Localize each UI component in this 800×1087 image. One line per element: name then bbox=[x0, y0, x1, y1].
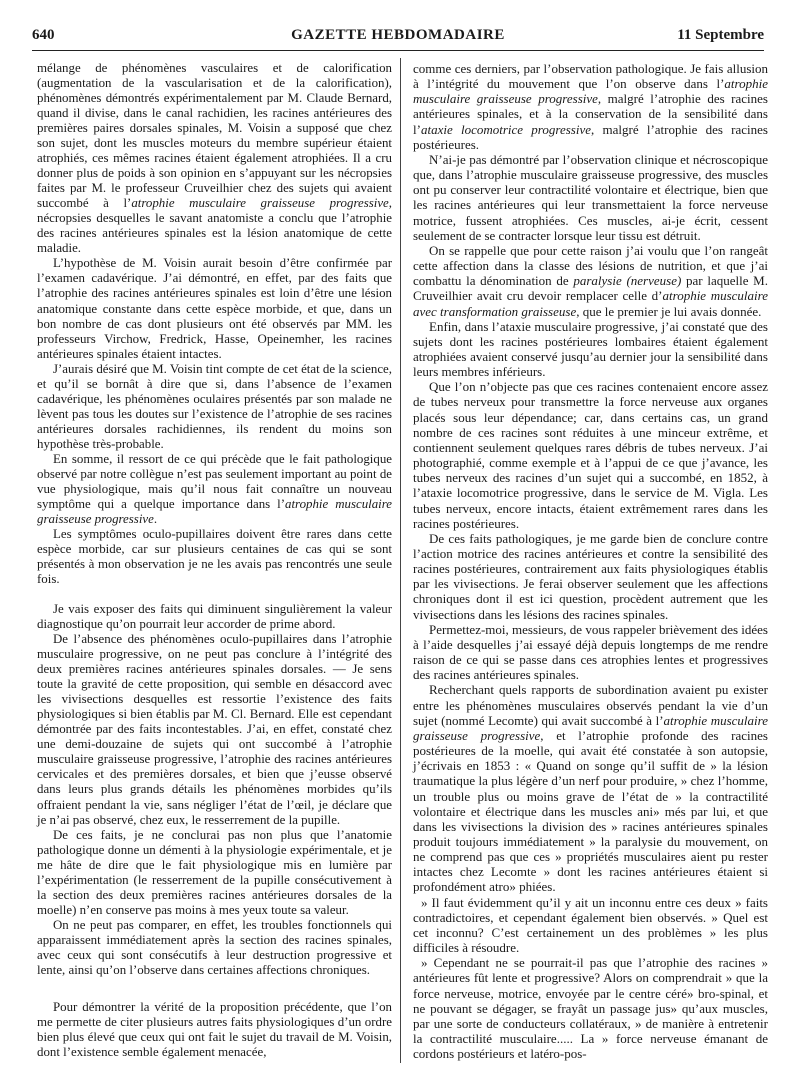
paragraph: De l’absence des phénomènes oculo-pupillaires dans l’atrophie musculaire progressive, on ne peut pas conclure à l’intégrité des deux premières racines antérieures spinales dorsales. — Je sens toute la gravité de cette proposition, qui semble en désaccord avec les vivisections desquelles est ressortie l’existence des faits physiologiques si bien établis par M. Cl. Bernard. Elle est cependant démontrée par des faits incontestables. J’ai, en effet, constaté chez une demi-douzaine de sujets qui ont succombé à l’atrophie musculaire graisseuse progressive, l’atrophie des racines antérieures cervicales et des premières dorsales, et bien que j’eusse observé dans leurs plus grands détails les phénomènes morbides qu’ils offraient pendant la vie, sans négliger l’état de l’œil, je déclare que je n’ai pas observé, chez eux, le resserrement de la pupille. bbox=[37, 632, 392, 827]
paragraph: Les symptômes oculo-pupillaires doivent être rares dans cette espèce morbide, car sur plusieurs centaines de cas qui se sont présentés à mon observation je ne les avais pas rencontrés une seule fois. bbox=[37, 526, 392, 587]
paragraph: N’ai-je pas démontré par l’observation clinique et nécroscopique que, dans l’atrophie musculaire graisseuse progressive, des muscles ont pu conserver leur contractilité volontaire et électrique, bien que les racines antérieures qui leur transmettaient la force nerveuse motrice, fussent atrophiées. Ces muscles, ai-je écrit, cessent seulement de se contracter lorsque leur tissu est détruit. bbox=[413, 151, 768, 243]
journal-title: GAZETTE HEBDOMADAIRE bbox=[291, 27, 505, 43]
quoted-paragraph: » Cependant ne se pourrait-il pas que l’atrophie des racines » antérieures fût lente et progressive? Alors on comprendrait » que la force nerveuse, motrice, envoyée par le centre céré» bro-spinal, et ne pouvant se dégager, se frayât un passage jus» qu’aux muscles, par une sorte de conducteurs collatéraux, » de manière à entretenir la contractilité musculaire..... La » force nerveuse émanant de cordons postérieurs et latéro-pos- bbox=[413, 955, 768, 1062]
right-column bbox=[413, 61, 768, 1061]
left-column bbox=[37, 61, 392, 1060]
paragraph: Pour démontrer la vérité de la proposition précédente, que l’on me permette de citer plusieurs autres faits physiologiques d’un ordre bien plus élevé que ceux qui ont fait le sujet du travail de M. Voisin, dont l’existence semble également menacée, bbox=[37, 999, 392, 1059]
paragraph: mélange de phénomènes vasculaires et de calorification (augmentation de la vascularisation et de la calorification), phénomènes démontrés expérimentalement par M. Claude Bernard, quand il divise, dans le canal rachidien, les racines antérieures des premières paires dorsales spinales, M. Voisin a supposé que chez son sujet, dont les muscles moteurs du membre supérieur étaient atrophiés, ces mêmes racines étaient également atrophiées. Il a cru donner plus de poids à son opinion en s’appuyant sur les nécropsies faites par M. le professeur Cruveilhier chez des sujets qui avaient succombé à l’atrophie musculaire graisseuse progressive, nécropsies desquelles le savant anatomiste a conclu que l’atrophie des racines antérieures spinales est la lésion anatomique de cette maladie. bbox=[37, 61, 392, 256]
paragraph: J’aurais désiré que M. Voisin tint compte de cet état de la science, et qu’il se bornât à dire que si, dans l’absence de l’examen cadavérique, les phénomènes oculaires présentés par son malade ne lèvent pas tous les doutes sur l’existence de l’atrophie de ses racines antérieures dorsales rachidiennes, ils rendent du moins son hypothèse très-probable. bbox=[37, 361, 392, 451]
paragraph: Permettez-moi, messieurs, de vous rappeler brièvement des idées à l’aide desquelles j’ai essayé déjà depuis longtemps de me rendre raison de ce qui se passe dans ces atrophies lentes et progressives des racines antérieures spinales. bbox=[413, 621, 768, 683]
issue-date: 11 Septembre bbox=[677, 27, 764, 43]
paragraph: Recherchant quels rapports de subordination avaient pu exister entre les phénomènes musculaires observés pendant la vie d’un sujet (nommé Lecomte) qui avait succombé à l’atrophie musculaire graisseuse progressive, et l’atrophie profonde des racines postérieures de la moelle, qui avait été constatée à son autopsie, j’écrivais en 1853 : « Quand on songe qu’il suffit de » la lésion traumatique la plus légère d’un nerf pour produire, » chez l’homme, un trouble plus ou moins grave de l’état de » la contractilité volontaire et électrique dans les muscles ani» més par lui, et que dans les vivisections la division des » racines antérieures spinales produit toujours immédiatement » la paralysie du mouvement, on ne comprend pas que ces » propriétés musculaires aient pu rester intactes chez Lecomte » dont les racines antérieures étaient si profondément atro» phiées. bbox=[413, 682, 769, 895]
paragraph: L’hypothèse de M. Voisin aurait besoin d’être confirmée par l’examen cadavérique. J’ai démontré, en effet, par des faits que l’atrophie des racines antérieures spinales est loin d’être une lésion anatomique constante dans cette espèce morbide, et que, dans un bon nombre de cas dont plusieurs ont été observés par MM. les professeurs Virchow, Fredrick, Hasse, Opeinemher, les racines antérieures spinales étaient intactes. bbox=[37, 256, 392, 361]
paragraph: De ces faits, je ne conclurai pas non plus que l’anatomie pathologique donne un démenti à la physiologie expérimentale, et je me hâte de dire que le fait physiologique mis en lumière par l’expérimentation (le resserrement de la pupille consécutivement à la section des deux premières racines antérieures dorsales de la moelle) n’en conserve pas moins à mes yeux toute sa valeur. bbox=[37, 827, 392, 917]
page-header bbox=[32, 24, 764, 51]
paragraph: Enfin, dans l’ataxie musculaire progressive, j’ai constaté que des sujets dont les racines postérieures lombaires étaient également atrophiées avaient conservé jusqu’au dernier jour la sensibilité dans leurs membres inférieurs. bbox=[413, 318, 768, 380]
paragraph: En somme, il ressort de ce qui précède que le fait pathologique observé par notre collègue n’est pas seulement important au point de vue physiologique, mais qu’il nous fait connaître un nouveau symptôme qui a quelque importance dans l’atrophie musculaire graisseuse progressive. bbox=[37, 451, 393, 526]
column-divider bbox=[400, 58, 401, 1063]
paragraph: Je vais exposer des faits qui diminuent singulièrement la valeur diagnostique qu’on pourrait leur accorder de prime abord. bbox=[37, 602, 392, 632]
paragraph: Que l’on n’objecte pas que ces racines contenaient encore assez de tubes nerveux pour transmettre la force nerveuse aux organes placés sous leur dépendance; car, dans certains cas, un grand nombre de ces racines sont réduites à une minceur extrême, et contiennent seulement quelques rares débris de tubes nerveux. J’ai photographié, comme exemple et à l’appui de ce que j’avance, les tubes nerveux des racines d’un sujet qui a succombé, en 1852, à l’ataxie locomotrice progressive, dans le service de M. Vigla. Les tubes nerveux, encore intacts, étaient extrêmement rares dans les racines postérieures. bbox=[413, 379, 768, 531]
paragraph: On ne peut pas comparer, en effet, les troubles fonctionnels qui apparaissent immédiatement après la section des racines spinales, avec ceux qui sont consécutifs à leur destruction progressive et lente, ainsi qu’on l’observe dans certaines affections chroniques. bbox=[37, 917, 392, 977]
paragraph: On se rappelle que pour cette raison j’ai voulu que l’on rangeât cette affection dans la classe des lésions de nutrition, et que j’ai combattu la dénomination de paralysie (nerveuse) par laquelle M. Cruveilhier avait cru devoir remplacer celle d’atrophie musculaire avec transformation graisseuse, que le premier je lui avais donnée. bbox=[413, 242, 769, 319]
paragraph: comme ces derniers, par l’observation pathologique. Je fais allusion à l’intégrité du mouvement que l’on observe dans l’atrophie musculaire graisseuse progressive, malgré l’atrophie des racines antérieures spinales, et à la conservation de la sensibilité dans l’ataxie locomotrice progressive, malgré l’atrophie des racines postérieures. bbox=[413, 61, 768, 152]
page-number: 640 bbox=[32, 27, 55, 43]
paragraph: De ces faits pathologiques, je me garde bien de conclure contre l’action motrice des racines antérieures et contre la sensibilité des racines postérieures, contrairement aux faits physiologiques établis par les vivisections. Je ferai observer seulement que les affections chroniques dont il est ici question, procèdent autrement que les vivisections dans les lésions des racines spinales. bbox=[413, 530, 768, 622]
quoted-paragraph: » Il faut évidemment qu’il y ait un inconnu entre ces deux » faits contradictoires, et cependant également bien observés. » Quel est cet inconnu? C’est certainement un des problèmes » les plus difficiles à résoudre. bbox=[413, 894, 768, 956]
